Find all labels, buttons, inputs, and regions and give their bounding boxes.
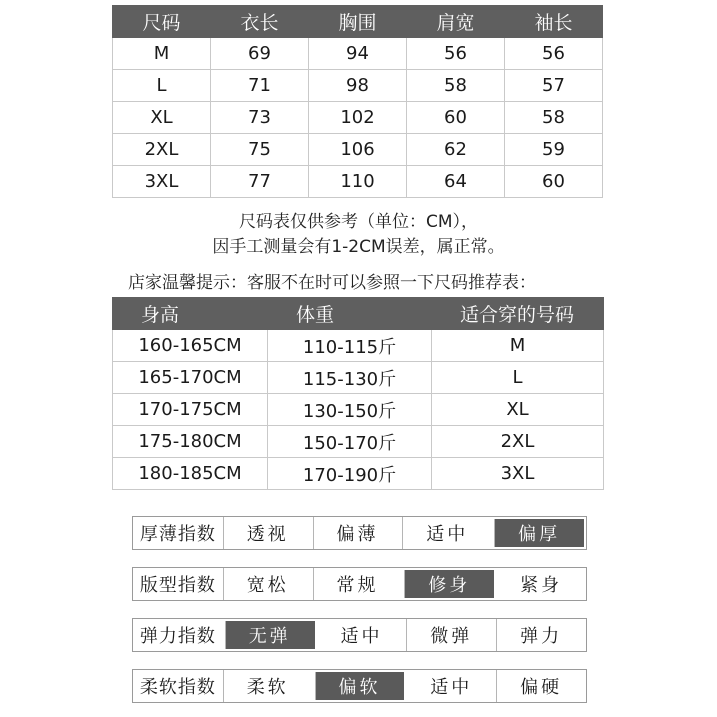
table-row — [113, 394, 604, 426]
table-cell: 3XL — [432, 458, 604, 490]
header-cell: 尺码 — [113, 6, 211, 38]
elastic-option-selected: 无弹 — [225, 621, 315, 649]
table-row — [113, 102, 603, 134]
size-table — [112, 5, 603, 198]
thickness-option: 适中 — [402, 517, 492, 549]
header-cell: 胸围 — [309, 6, 407, 38]
fit-option-selected: 修身 — [404, 570, 494, 598]
table-row — [113, 458, 604, 490]
size-table-header — [113, 6, 603, 38]
table-cell: 165-170CM — [113, 362, 268, 394]
table-cell: 2XL — [113, 134, 211, 166]
table-cell: 73 — [211, 102, 309, 134]
size-note-line-1: 尺码表仅供参考（单位：CM）， — [238, 212, 479, 232]
table-cell: 110 — [309, 166, 407, 198]
recommend-table-header — [113, 298, 604, 330]
table-cell: 102 — [309, 102, 407, 134]
table-cell: 57 — [505, 70, 603, 102]
table-row — [113, 362, 604, 394]
elastic-index-label: 弹力指数 — [139, 626, 216, 647]
table-cell: 94 — [309, 38, 407, 70]
table-row — [113, 134, 603, 166]
table-cell: 60 — [505, 166, 603, 198]
fit-option: 宽松 — [223, 568, 313, 600]
header-cell: 适合穿的号码 — [432, 298, 604, 330]
recommend-table — [112, 297, 604, 490]
header-cell: 身高 — [113, 298, 268, 330]
softness-index — [132, 669, 587, 703]
softness-option: 柔软 — [223, 670, 313, 702]
table-cell: 58 — [505, 102, 603, 134]
table-cell: 58 — [407, 70, 505, 102]
elastic-index — [132, 618, 587, 652]
table-cell: 106 — [309, 134, 407, 166]
table-cell: 160-165CM — [113, 330, 268, 362]
table-cell: L — [432, 362, 604, 394]
thickness-option: 透视 — [223, 517, 313, 549]
table-cell: 150-170斤 — [268, 426, 432, 458]
table-cell: 180-185CM — [113, 458, 268, 490]
table-row — [113, 166, 603, 198]
table-cell: 110-115斤 — [268, 330, 432, 362]
fit-index — [132, 567, 587, 601]
header-cell: 袖长 — [505, 6, 603, 38]
table-cell: 56 — [505, 38, 603, 70]
table-cell: 130-150斤 — [268, 394, 432, 426]
table-cell: 59 — [505, 134, 603, 166]
softness-option-selected: 偏软 — [315, 672, 405, 700]
elastic-option: 弹力 — [496, 619, 586, 651]
elastic-option: 适中 — [340, 626, 383, 647]
table-cell: 3XL — [113, 166, 211, 198]
recommend-title: 店家温馨提示：客服不在时可以参照一下尺码推荐表： — [128, 273, 536, 293]
table-cell: 115-130斤 — [268, 362, 432, 394]
table-cell: 75 — [211, 134, 309, 166]
elastic-option: 微弹 — [406, 619, 496, 651]
fit-option: 紧身 — [520, 575, 563, 596]
table-cell: 62 — [407, 134, 505, 166]
table-cell: L — [113, 70, 211, 102]
header-cell: 衣长 — [211, 6, 309, 38]
softness-option: 偏硬 — [496, 670, 586, 702]
table-cell: 64 — [407, 166, 505, 198]
header-cell: 体重 — [268, 298, 432, 330]
table-cell: M — [113, 38, 211, 70]
table-cell: 71 — [211, 70, 309, 102]
table-row — [113, 330, 604, 362]
table-cell: XL — [113, 102, 211, 134]
fit-option: 常规 — [313, 568, 403, 600]
header-cell: 肩宽 — [407, 6, 505, 38]
table-cell: 69 — [211, 38, 309, 70]
table-row — [113, 70, 603, 102]
table-cell: 170-190斤 — [268, 458, 432, 490]
thickness-option: 偏薄 — [313, 517, 403, 549]
fit-index-label: 版型指数 — [139, 575, 216, 596]
thickness-option-selected: 偏厚 — [494, 519, 584, 547]
table-cell: 2XL — [432, 426, 604, 458]
softness-option: 适中 — [430, 677, 473, 698]
size-note-line-2: 因手工测量会有1-2CM误差，属正常。 — [212, 237, 505, 257]
table-cell: M — [432, 330, 604, 362]
table-cell: 175-180CM — [113, 426, 268, 458]
table-cell: XL — [432, 394, 604, 426]
softness-index-label: 柔软指数 — [139, 677, 216, 698]
thickness-index — [132, 516, 587, 550]
table-cell: 77 — [211, 166, 309, 198]
thickness-index-label: 厚薄指数 — [139, 524, 216, 545]
table-row — [113, 426, 604, 458]
table-row — [113, 38, 603, 70]
table-cell: 60 — [407, 102, 505, 134]
table-cell: 170-175CM — [113, 394, 268, 426]
table-cell: 56 — [407, 38, 505, 70]
table-cell: 98 — [309, 70, 407, 102]
